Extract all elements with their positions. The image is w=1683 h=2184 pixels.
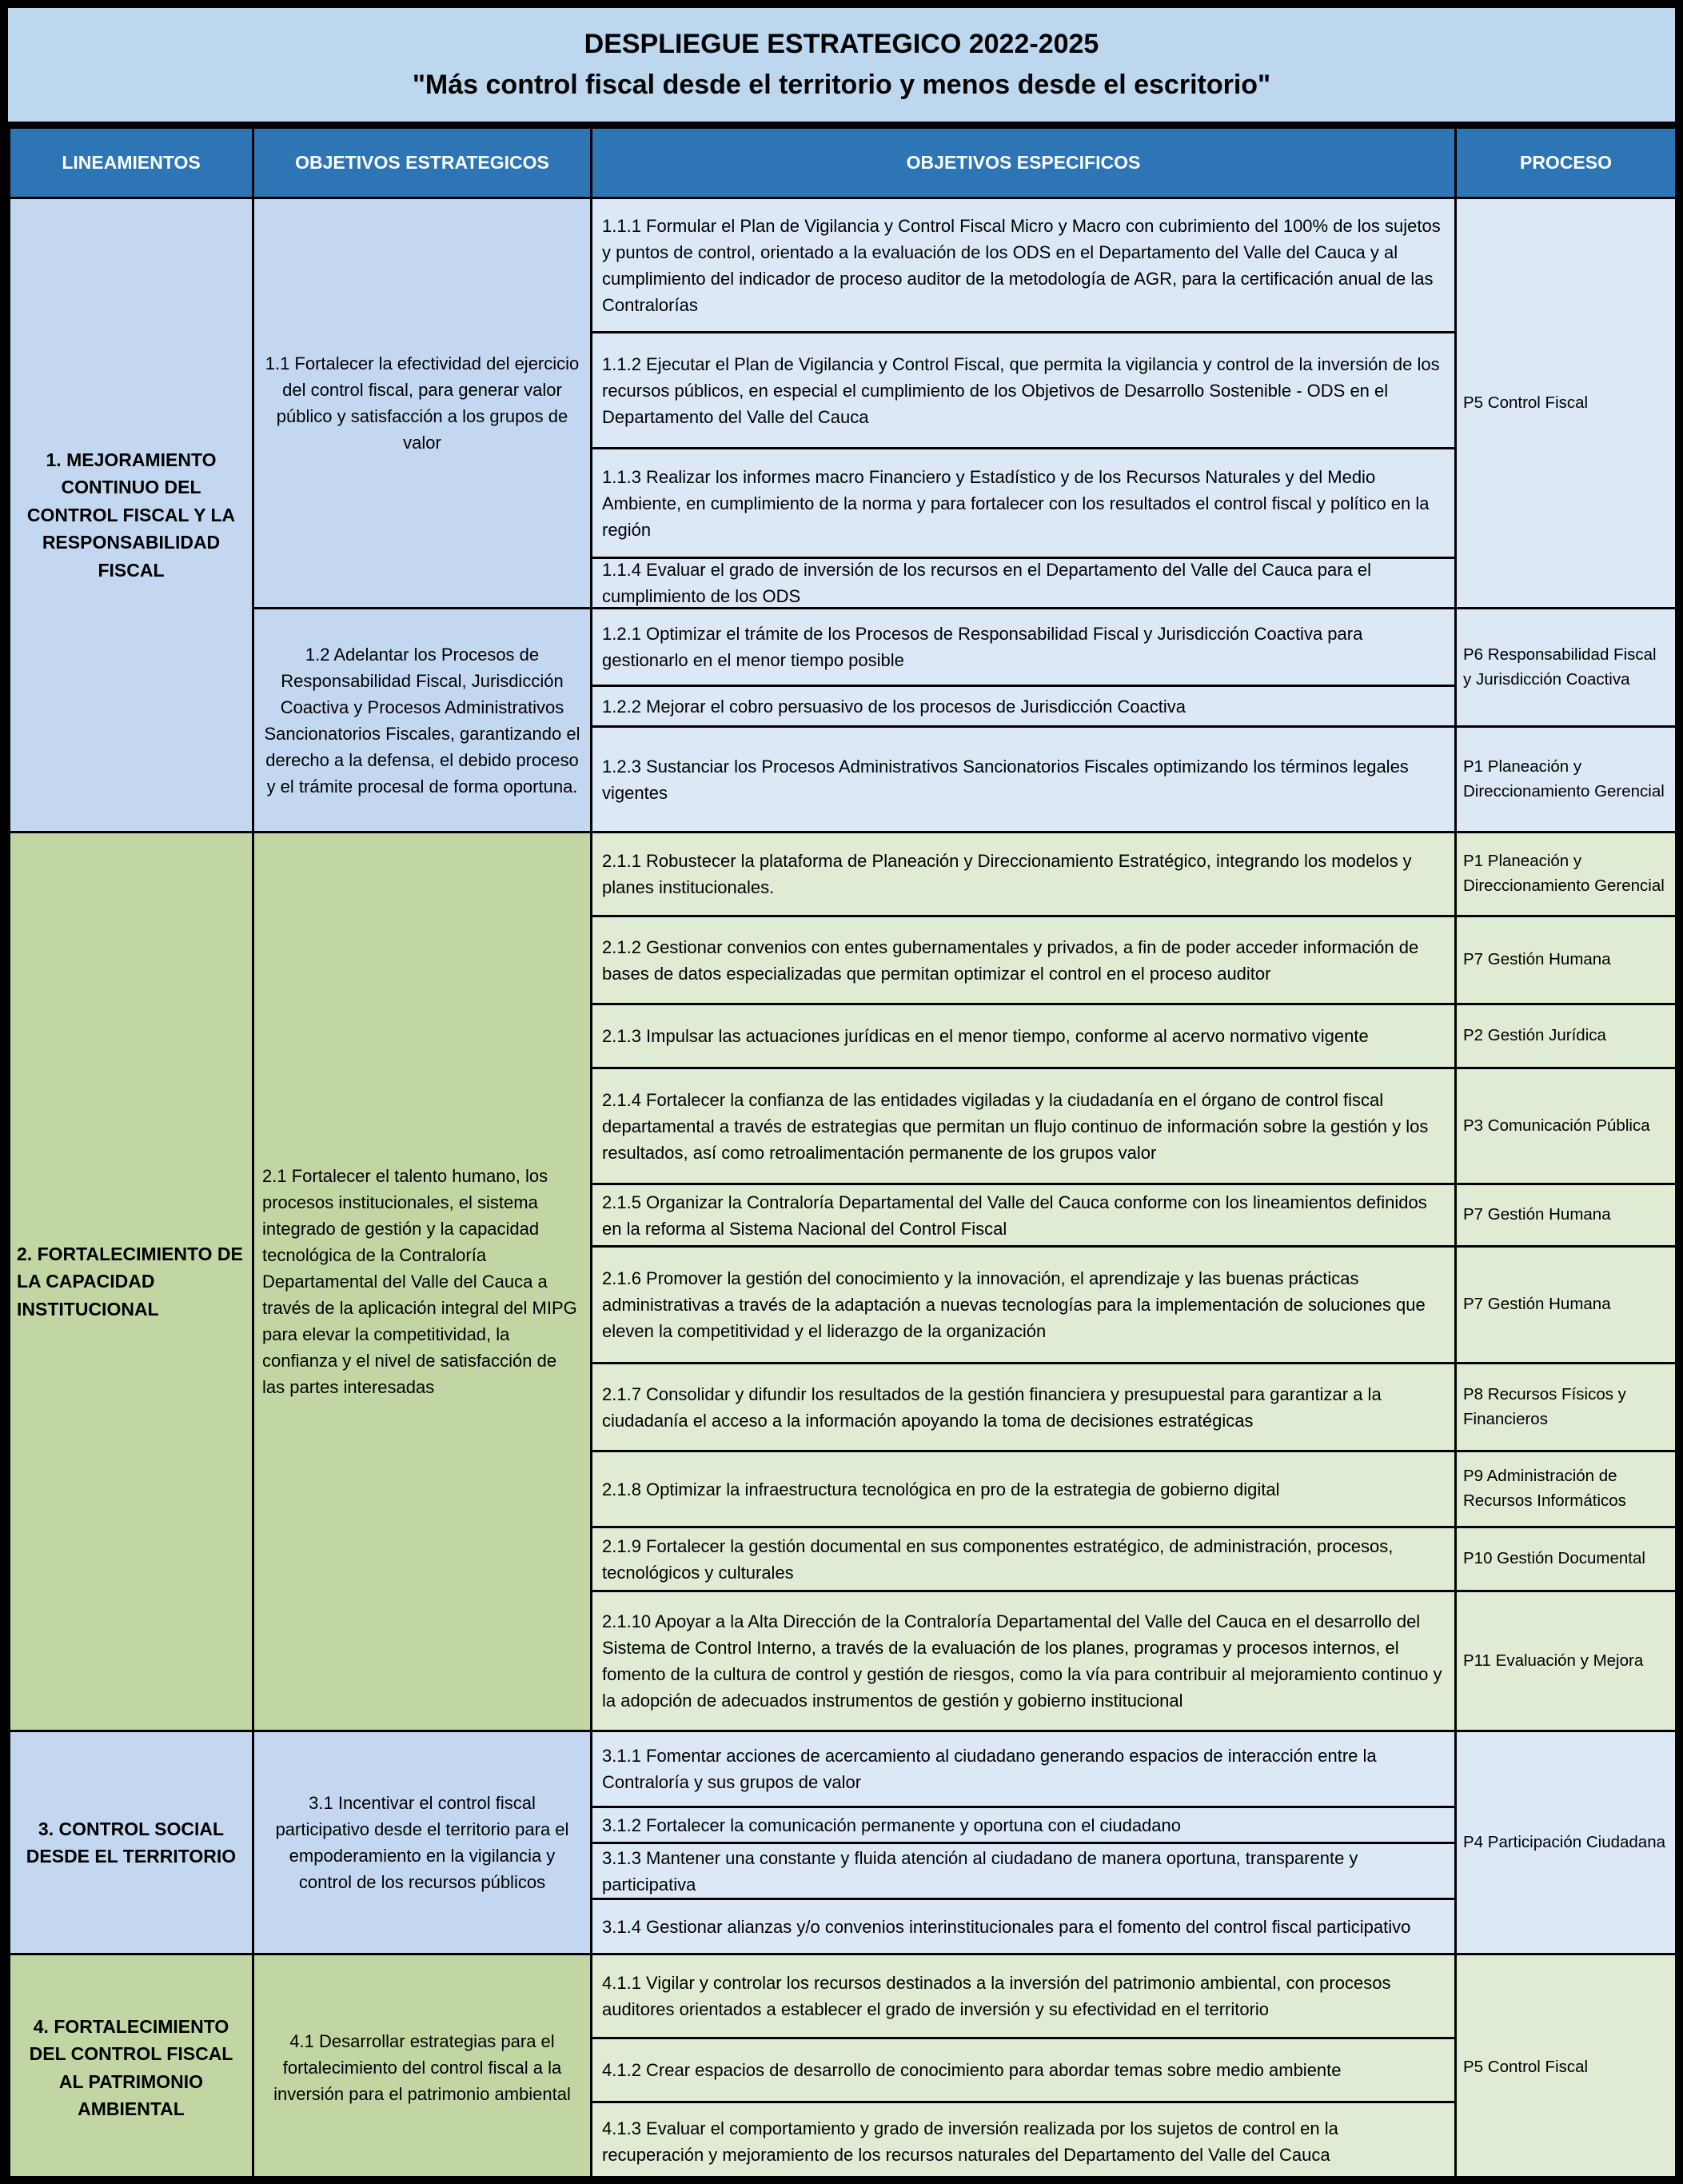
cell-especifico-3-1-1: 3.1.1 Fomentar acciones de acercamiento al ciudadano generando espacios de interacción entre la Contraloría y sus grupos de valor [592,1731,1456,1807]
cell-especifico-1-2-2: 1.2.2 Mejorar el cobro persuasivo de los procesos de Jurisdicción Coactiva [592,686,1456,727]
cell-especifico-2-1-9: 2.1.9 Fortalecer la gestión documental en sus componentes estratégico, de administración, procesos, tecnológicos y culturales [592,1527,1456,1591]
cell-proceso-p5-control-fiscal: P5 Control Fiscal [1456,1954,1677,2182]
cell-objetivo-2-1: 2.1 Fortalecer el talento humano, los procesos institucionales, el sistema integrado de gestión y la capacidad tecnológica de la Contraloría Departamental del Valle del Cauca a través de la aplicación integral del MIPG para elevar la competitividad, la confianza y el nivel de satisfacción de las partes interesadas [253,832,592,1731]
document-subtitle: "Más control fiscal desde el territorio y menos desde el escritorio" [412,70,1271,100]
cell-especifico-3-1-2: 3.1.2 Fortalecer la comunicación permanente y oportuna con el ciudadano [592,1807,1456,1843]
table-row [10,609,1677,686]
table-row [10,832,1677,916]
cell-especifico-2-1-7: 2.1.7 Consolidar y difundir los resultados de la gestión financiera y presupuestal para garantizar a la ciudadanía el acceso a la información apoyando la toma de decisiones estratégicas [592,1364,1456,1451]
table-row [10,1731,1677,1807]
cell-especifico-1-2-1: 1.2.1 Optimizar el trámite de los Procesos de Responsabilidad Fiscal y Jurisdicción Coactiva para gestionarlo en el menor tiempo posible [592,609,1456,686]
cell-proceso-p3-comunicacion-publica: P3 Comunicación Pública [1456,1068,1677,1184]
table-header-row [10,128,1677,198]
cell-especifico-3-1-3: 3.1.3 Mantener una constante y fluida atención al ciudadano de manera oportuna, transparente y participativa [592,1843,1456,1899]
cell-objetivo-3-1: 3.1 Incentivar el control fiscal participativo desde el territorio para el empoderamiento en la vigilancia y control de los recursos públicos [253,1731,592,1954]
cell-objetivo-4-1: 4.1 Desarrollar estrategias para el fortalecimiento del control fiscal a la inversión para el patrimonio ambiental [253,1954,592,2182]
cell-especifico-4-1-2: 4.1.2 Crear espacios de desarrollo de conocimiento para abordar temas sobre medio ambiente [592,2038,1456,2102]
cell-objetivo-1-2: 1.2 Adelantar los Procesos de Responsabilidad Fiscal, Jurisdicción Coactiva y Procesos Administrativos Sancionatorios Fiscales, garantizando el derecho a la defensa, el debido proceso y el trámite procesal de forma oportuna. [253,609,592,832]
column-header-objetivos-estrategicos: OBJETIVOS ESTRATEGICOS [253,128,592,198]
cell-lineamiento-4: 4. FORTALECIMIENTO DEL CONTROL FISCAL AL PATRIMONIO AMBIENTAL [10,1954,253,2182]
document-title-block [8,8,1675,126]
cell-especifico-2-1-1: 2.1.1 Robustecer la plataforma de Planeación y Direccionamiento Estratégico, integrando los modelos y planes institucionales. [592,832,1456,916]
cell-especifico-3-1-4: 3.1.4 Gestionar alianzas y/o convenios interinstitucionales para el fomento del control fiscal participativo [592,1899,1456,1954]
cell-especifico-2-1-3: 2.1.3 Impulsar las actuaciones jurídicas en el menor tiempo, conforme al acervo normativo vigente [592,1004,1456,1068]
cell-proceso-p7-gestion-humana: P7 Gestión Humana [1456,1184,1677,1247]
cell-proceso-p8-recursos-fisicos: P8 Recursos Físicos y Financieros [1456,1364,1677,1451]
cell-proceso-p1-planeacion: P1 Planeación y Direccionamiento Gerencial [1456,832,1677,916]
cell-especifico-1-2-3: 1.2.3 Sustanciar los Procesos Administrativos Sancionatorios Fiscales optimizando los términos legales vigentes [592,727,1456,832]
cell-especifico-4-1-1: 4.1.1 Vigilar y controlar los recursos destinados a la inversión del patrimonio ambiental, con procesos auditores orientados a establecer el grado de inversión y su efectividad en el territorio [592,1954,1456,2038]
cell-especifico-2-1-5: 2.1.5 Organizar la Contraloría Departamental del Valle del Cauca conforme con los lineamientos definidos en la reforma al Sistema Nacional del Control Fiscal [592,1184,1456,1247]
cell-proceso-p7-gestion-humana: P7 Gestión Humana [1456,1247,1677,1364]
cell-lineamiento-3: 3. CONTROL SOCIAL DESDE EL TERRITORIO [10,1731,253,1954]
cell-especifico-4-1-3: 4.1.3 Evaluar el comportamiento y grado de inversión realizada por los sujetos de control en la recuperación y mejoramiento de los recursos naturales del Departamento del Valle del Cauca [592,2102,1456,2182]
table-row [10,1954,1677,2038]
cell-proceso-p4-participacion-ciudadana: P4 Participación Ciudadana [1456,1731,1677,1954]
cell-lineamiento-2: 2. FORTALECIMIENTO DE LA CAPACIDAD INSTITUCIONAL [10,832,253,1731]
cell-especifico-1-1-1: 1.1.1 Formular el Plan de Vigilancia y Control Fiscal Micro y Macro con cubrimiento del 100% de los sujetos y puntos de control, orientado a la evaluación de los ODS en el Departamento del Valle del Cauca y al cumplimiento del indicador de proceso auditor de la metodología de AGR, para la certificación anual de las Contralorías [592,198,1456,333]
cell-proceso-p9-recursos-informaticos: P9 Administración de Recursos Informáticos [1456,1451,1677,1527]
cell-proceso-p11-evaluacion-mejora: P11 Evaluación y Mejora [1456,1591,1677,1731]
cell-proceso-p5-control-fiscal: P5 Control Fiscal [1456,198,1677,609]
column-header-objetivos-especificos: OBJETIVOS ESPECIFICOS [592,128,1456,198]
column-header-proceso: PROCESO [1456,128,1677,198]
cell-especifico-1-1-2: 1.1.2 Ejecutar el Plan de Vigilancia y Control Fiscal, que permita la vigilancia y control de la inversión de los recursos públicos, en especial el cumplimiento de los Objetivos de Desarrollo Sostenible - ODS en el Departamento del Valle del Cauca [592,333,1456,449]
cell-proceso-p1-planeacion: P1 Planeación y Direccionamiento Gerencial [1456,727,1677,832]
cell-proceso-p10-gestion-documental: P10 Gestión Documental [1456,1527,1677,1591]
cell-especifico-2-1-4: 2.1.4 Fortalecer la confianza de las entidades vigiladas y la ciudadanía en el órgano de control fiscal departamental a través de estrategias que permitan un flujo continuo de información sobre la gestión y los resultados, así como retroalimentación permanente de los grupos valor [592,1068,1456,1184]
cell-especifico-1-1-3: 1.1.3 Realizar los informes macro Financiero y Estadístico y de los Recursos Naturales y del Medio Ambiente, en cumplimiento de la norma y para fortalecer con los resultados el control fiscal y político en la región [592,449,1456,558]
cell-proceso-p7-gestion-humana: P7 Gestión Humana [1456,916,1677,1004]
cell-especifico-1-1-4: 1.1.4 Evaluar el grado de inversión de los recursos en el Departamento del Valle del Cauca para el cumplimiento de los ODS [592,558,1456,609]
cell-lineamiento-1: 1. MEJORAMIENTO CONTINUO DEL CONTROL FISCAL Y LA RESPONSABILIDAD FISCAL [10,198,253,832]
document-title: DESPLIEGUE ESTRATEGICO 2022-2025 [584,28,1099,59]
cell-especifico-2-1-2: 2.1.2 Gestionar convenios con entes gubernamentales y privados, a fin de poder acceder información de bases de datos especializadas que permitan optimizar el control en el proceso auditor [592,916,1456,1004]
table-row [10,198,1677,333]
column-header-lineamientos: LINEAMIENTOS [10,128,253,198]
cell-especifico-2-1-6: 2.1.6 Promover la gestión del conocimiento y la innovación, el aprendizaje y las buenas prácticas administrativas a través de la adaptación a nuevas tecnologías para la implementación de soluciones que eleven la competitividad y el liderazgo de la organización [592,1247,1456,1364]
cell-especifico-2-1-8: 2.1.8 Optimizar la infraestructura tecnológica en pro de la estrategia de gobierno digital [592,1451,1456,1527]
strategic-matrix-table [8,126,1677,2182]
cell-especifico-2-1-10: 2.1.10 Apoyar a la Alta Dirección de la Contraloría Departamental del Valle del Cauca en el desarrollo del Sistema de Control Interno, a través de la evaluación de los planes, programas y procesos internos, el fomento de la cultura de control y gestión de riesgos, como la vía para contribuir al mejoramiento continuo y la adopción de adecuados instrumentos de gestión y gobierno institucional [592,1591,1456,1731]
cell-proceso-p2-gestion-juridica: P2 Gestión Jurídica [1456,1004,1677,1068]
cell-objetivo-1-1: 1.1 Fortalecer la efectividad del ejercicio del control fiscal, para generar valor público y satisfacción a los grupos de valor [253,198,592,609]
cell-proceso-p6-responsabilidad-fiscal: P6 Responsabilidad Fiscal y Jurisdicción Coactiva [1456,609,1677,727]
